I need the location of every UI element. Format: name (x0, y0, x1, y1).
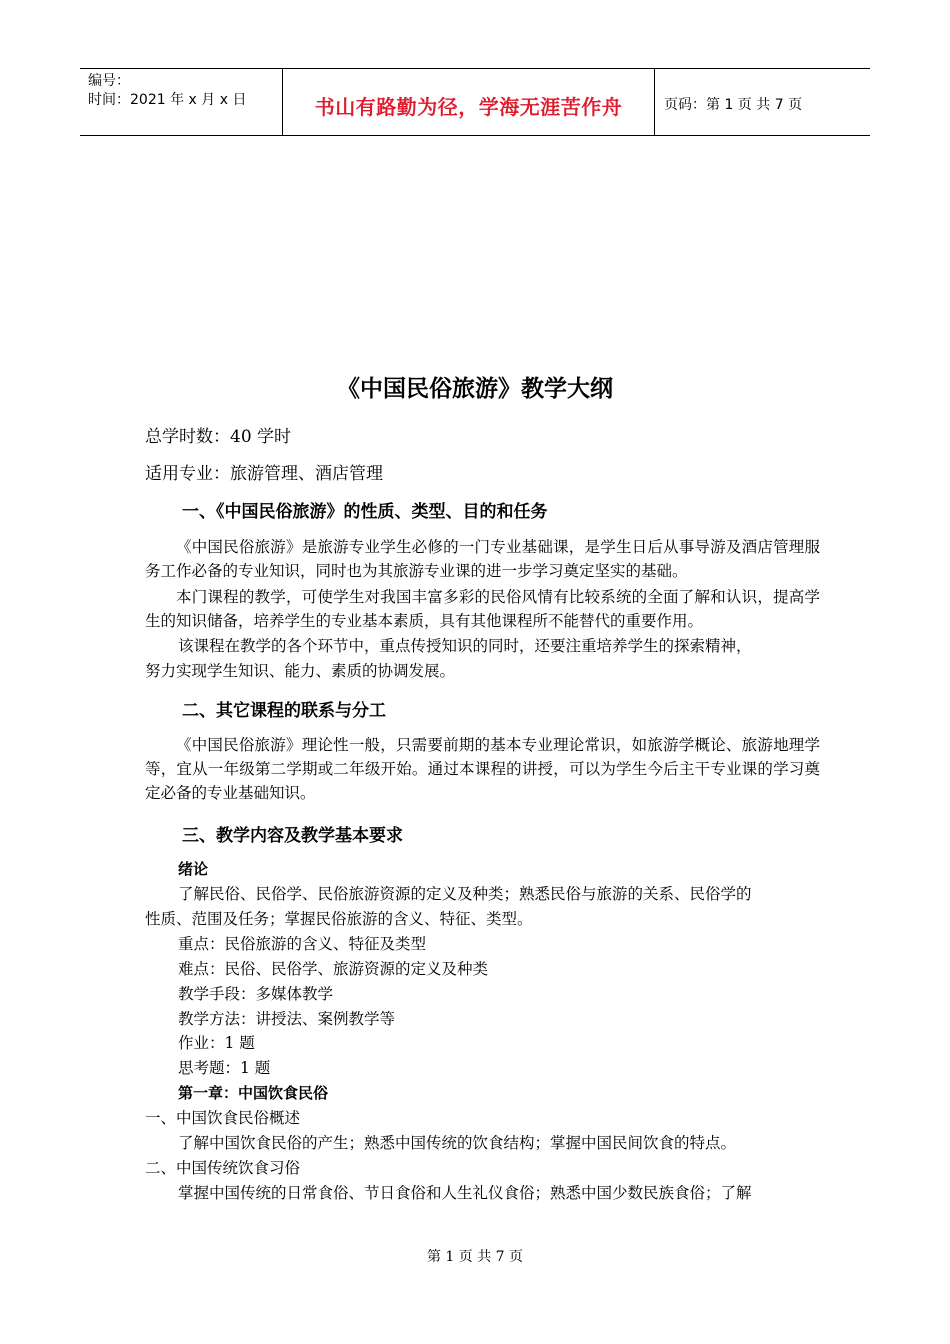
questions: 思考题：1 题 (178, 1059, 271, 1077)
header-divider (654, 69, 655, 136)
intro-title: 绪论 (178, 860, 209, 878)
difficulty: 难点：民俗、民俗学、旅游资源的定义及种类 (178, 960, 489, 978)
intro-text-line-1: 了解民俗、民俗学、民俗旅游资源的定义及种类；熟悉民俗与旅游的关系、民俗学的 (178, 885, 752, 903)
section-2-heading: 二、其它课程的联系与分工 (182, 701, 386, 721)
header-left-cell (88, 72, 246, 110)
applicable-major: 适用专业：旅游管理、酒店管理 (145, 464, 383, 484)
serial-label: 编号： (88, 73, 130, 89)
teaching-method: 教学方法：讲授法、案例教学等 (178, 1010, 396, 1028)
page-footer: 第 1 页 共 7 页 (426, 1249, 524, 1265)
section-1-paragraph-2: 本门课程的教学，可使学生对我国丰富多彩的民俗风情有比较系统的全面了解和认识，提高学生的知识储备，培养学生的专业基本素质，具有其他课程所不能替代的重要作用。 (145, 588, 820, 630)
header-motto: 书山有路勤为径，学海无涯苦作舟 (314, 95, 623, 119)
chapter-1-section-1-title: 一、中国饮食民俗概述 (145, 1109, 301, 1127)
section-1-paragraph-3-line-2: 努力实现学生知识、能力、素质的协调发展。 (145, 662, 456, 680)
intro-text-line-2: 性质、范围及任务；掌握民俗旅游的含义、特征、类型。 (145, 910, 533, 928)
total-hours: 总学时数：40 学时 (145, 427, 292, 447)
header-table (80, 68, 870, 136)
section-1-paragraph-3-line-1: 该课程在教学的各个环节中，重点传授知识的同时，还要注重培养学生的探索精神， (178, 637, 752, 655)
chapter-1-section-1-text: 了解中国饮食民俗的产生；熟悉中国传统的饮食结构；掌握中国民间饮食的特点。 (178, 1134, 737, 1152)
homework: 作业：1 题 (178, 1034, 255, 1052)
teaching-means: 教学手段：多媒体教学 (178, 985, 334, 1003)
section-3-heading: 三、教学内容及教学基本要求 (182, 826, 403, 846)
chapter-1-title: 第一章：中国饮食民俗 (178, 1084, 329, 1102)
chapter-1-section-2-text: 掌握中国传统的日常食俗、节日食俗和人生礼仪食俗；熟悉中国少数民族食俗；了解 (178, 1184, 752, 1202)
chapter-1-section-2-title: 二、中国传统饮食习俗 (145, 1159, 301, 1177)
document-title: 《中国民俗旅游》教学大纲 (337, 376, 613, 402)
key-point: 重点：民俗旅游的含义、特征及类型 (178, 935, 427, 953)
section-2-paragraph-1: 《中国民俗旅游》理论性一般，只需要前期的基本专业理论常识，如旅游学概论、旅游地理学等，宜从一年级第二学期或二年级开始。通过本课程的讲授，可以为学生今后主干专业课的学习奠定必备的专业基础知识。 (145, 736, 820, 802)
section-1-paragraph-1: 《中国民俗旅游》是旅游专业学生必修的一门专业基础课，是学生日后从事导游及酒店管理服务工作必备的专业知识，同时也为其旅游专业课的进一步学习奠定坚实的基础。 (145, 538, 820, 580)
date-label: 时间：2021 年 x 月 x 日 (88, 92, 247, 108)
header-page-info: 页码：第 1 页 共 7 页 (664, 97, 803, 113)
section-1-heading: 一、《中国民俗旅游》的性质、类型、目的和任务 (182, 502, 548, 522)
